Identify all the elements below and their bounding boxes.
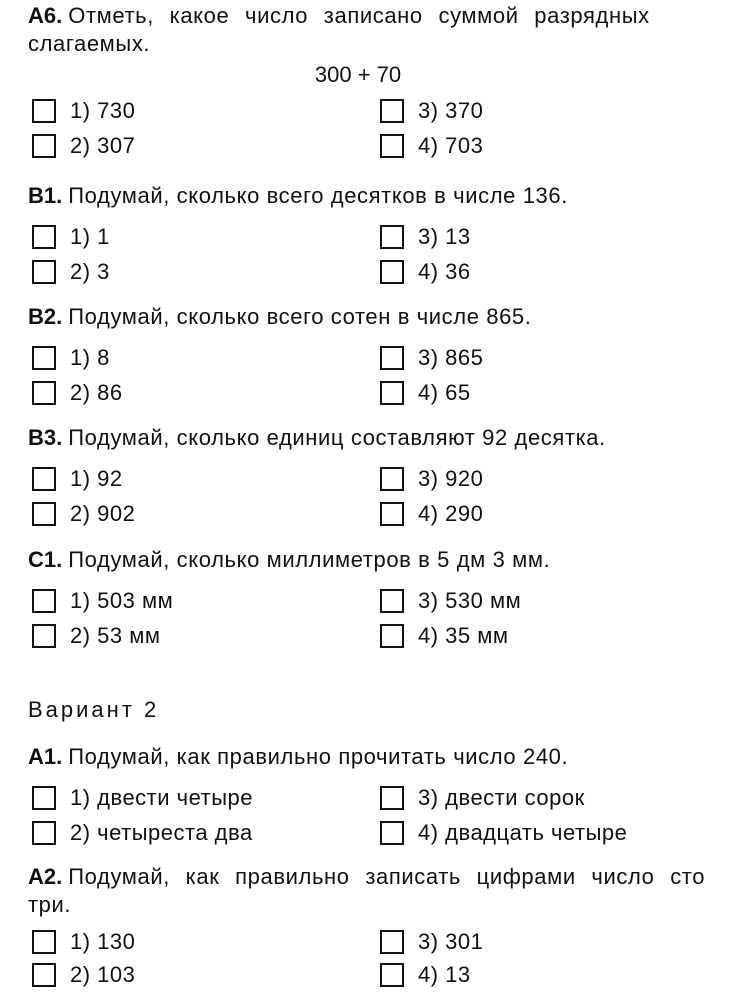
- option-label: 3) 530 мм: [418, 588, 522, 613]
- option-label: 2) 307: [70, 133, 136, 158]
- question-heading: [28, 546, 708, 574]
- answer-option-2[interactable]: [32, 818, 253, 848]
- checkbox[interactable]: [380, 589, 404, 613]
- checkbox[interactable]: [380, 963, 404, 987]
- question-number: А1.: [28, 744, 63, 769]
- answer-option-4[interactable]: [380, 499, 483, 529]
- answer-option-2[interactable]: [32, 378, 123, 408]
- option-label: 4) 36: [418, 259, 471, 284]
- option-label: 3) 301: [418, 929, 484, 954]
- answer-option-1[interactable]: [32, 586, 173, 616]
- options-grid: [28, 341, 708, 413]
- answer-option-1[interactable]: [32, 927, 135, 957]
- options-grid: [28, 584, 708, 656]
- option-label: 1) 92: [70, 466, 123, 491]
- checkbox[interactable]: [32, 502, 56, 526]
- question-c1: [28, 546, 708, 656]
- answer-option-4[interactable]: [380, 621, 509, 651]
- option-label: 2) 3: [70, 259, 110, 284]
- options-grid: [28, 94, 708, 166]
- option-label: 3) 370: [418, 98, 484, 123]
- question-number: В2.: [28, 304, 63, 329]
- answer-option-3[interactable]: [380, 96, 483, 126]
- answer-option-1[interactable]: [32, 222, 110, 252]
- question-number: А2.: [28, 864, 63, 889]
- expression: 300 + 70: [314, 62, 402, 87]
- checkbox[interactable]: [32, 225, 56, 249]
- question-b2: [28, 303, 708, 413]
- question-b3: [28, 424, 708, 534]
- checkbox[interactable]: [380, 99, 404, 123]
- option-label: 4) 65: [418, 380, 471, 405]
- answer-option-1[interactable]: [32, 783, 253, 813]
- answer-option-2[interactable]: [32, 960, 135, 990]
- question-text: Подумай, как правильно прочитать число 240.: [68, 744, 569, 769]
- checkbox[interactable]: [380, 346, 404, 370]
- option-label: 3) 920: [418, 466, 484, 491]
- checkbox[interactable]: [32, 99, 56, 123]
- checkbox[interactable]: [32, 346, 56, 370]
- option-label: 1) 130: [70, 929, 136, 954]
- option-label: 3) двести сорок: [418, 785, 585, 810]
- checkbox[interactable]: [380, 225, 404, 249]
- checkbox[interactable]: [380, 930, 404, 954]
- answer-option-3[interactable]: [380, 343, 483, 373]
- question-a2: [28, 863, 708, 997]
- option-label: 3) 13: [418, 224, 471, 249]
- question-b1: [28, 182, 708, 292]
- option-label: 4) двадцать четыре: [418, 820, 628, 845]
- option-label: 2) 86: [70, 380, 123, 405]
- answer-option-2[interactable]: [32, 131, 135, 161]
- option-label: 4) 290: [418, 501, 484, 526]
- question-number: В1.: [28, 183, 63, 208]
- option-label: 3) 865: [418, 345, 484, 370]
- answer-option-4[interactable]: [380, 960, 471, 990]
- answer-option-2[interactable]: [32, 499, 135, 529]
- options-grid: [28, 220, 708, 292]
- option-label: 1) двести четыре: [70, 785, 253, 810]
- question-a6: [28, 2, 708, 166]
- checkbox[interactable]: [32, 381, 56, 405]
- checkbox[interactable]: [380, 821, 404, 845]
- option-label: 2) четыреста два: [70, 820, 253, 845]
- answer-option-1[interactable]: [32, 464, 123, 494]
- checkbox[interactable]: [32, 134, 56, 158]
- question-heading: [28, 2, 708, 58]
- checkbox[interactable]: [32, 624, 56, 648]
- question-text: Подумай, сколько единиц составляют 92 десятка.: [68, 425, 606, 450]
- options-grid: [28, 462, 708, 534]
- question-heading: [28, 182, 708, 210]
- checkbox[interactable]: [380, 134, 404, 158]
- answer-option-2[interactable]: [32, 621, 161, 651]
- option-label: 1) 1: [70, 224, 110, 249]
- checkbox[interactable]: [380, 381, 404, 405]
- option-label: 2) 902: [70, 501, 136, 526]
- answer-option-2[interactable]: [32, 257, 110, 287]
- checkbox[interactable]: [32, 467, 56, 491]
- answer-option-3[interactable]: [380, 927, 483, 957]
- options-grid: [28, 925, 708, 997]
- question-text: Подумай, сколько всего десятков в числе 136.: [68, 183, 568, 208]
- option-label: 4) 13: [418, 962, 471, 987]
- question-text: Подумай, сколько всего сотен в числе 865.: [68, 304, 532, 329]
- question-heading: [28, 863, 708, 919]
- question-text: Подумай, сколько миллиметров в 5 дм 3 мм.: [68, 547, 551, 572]
- variant-heading: Вариант 2: [28, 697, 160, 722]
- option-label: 1) 730: [70, 98, 136, 123]
- answer-option-3[interactable]: [380, 464, 483, 494]
- answer-option-4[interactable]: [380, 131, 483, 161]
- options-grid: [28, 781, 708, 853]
- checkbox[interactable]: [32, 963, 56, 987]
- option-label: 4) 35 мм: [418, 623, 509, 648]
- checkbox[interactable]: [32, 821, 56, 845]
- checkbox[interactable]: [380, 624, 404, 648]
- option-label: 2) 53 мм: [70, 623, 161, 648]
- question-a1: [28, 743, 708, 853]
- checkbox[interactable]: [380, 467, 404, 491]
- option-label: 2) 103: [70, 962, 136, 987]
- answer-option-3[interactable]: [380, 222, 471, 252]
- checkbox[interactable]: [32, 260, 56, 284]
- answer-option-1[interactable]: [32, 343, 110, 373]
- checkbox[interactable]: [380, 260, 404, 284]
- answer-option-3[interactable]: [380, 783, 585, 813]
- checkbox[interactable]: [32, 930, 56, 954]
- option-label: 1) 503 мм: [70, 588, 174, 613]
- question-number: В3.: [28, 425, 63, 450]
- answer-option-1[interactable]: [32, 96, 135, 126]
- option-label: 1) 8: [70, 345, 110, 370]
- checkbox[interactable]: [380, 502, 404, 526]
- checkbox[interactable]: [32, 589, 56, 613]
- answer-option-3[interactable]: [380, 586, 521, 616]
- checkbox[interactable]: [32, 786, 56, 810]
- checkbox[interactable]: [380, 786, 404, 810]
- question-heading: [28, 303, 708, 331]
- question-number: С1.: [28, 547, 63, 572]
- option-label: 4) 703: [418, 133, 484, 158]
- question-number: А6.: [28, 3, 63, 28]
- question-text: Отметь, какое число записано суммой разрядных слагаемых.: [28, 3, 650, 56]
- question-heading: [28, 743, 708, 771]
- answer-option-4[interactable]: [380, 257, 471, 287]
- question-heading: [28, 424, 708, 452]
- question-text: Подумай, как правильно записать цифрами число сто три.: [28, 864, 706, 917]
- answer-option-4[interactable]: [380, 378, 471, 408]
- answer-option-4[interactable]: [380, 818, 627, 848]
